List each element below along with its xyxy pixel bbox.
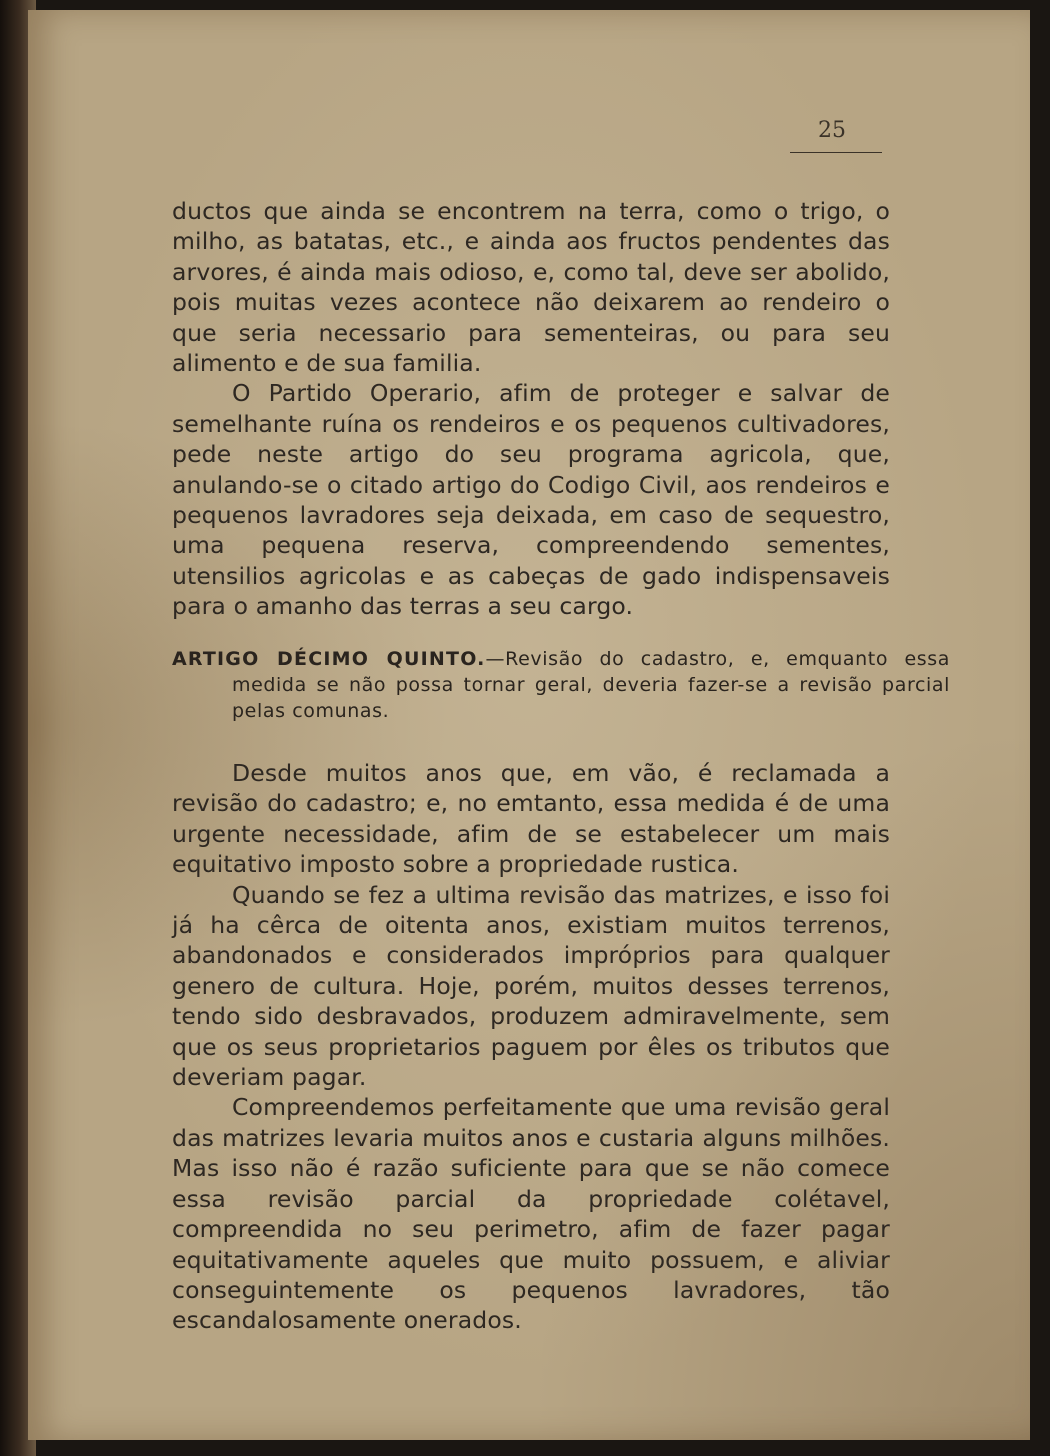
paragraph-partido-operario: O Partido Operario, afim de proteger e salvar de semelhante ruína os rendeiros e os pequenos cultivadores, pede neste artigo do seu programa agricola, que, anulando-se o citado artigo do Codigo Civil, aos rendeiros e pequenos lavradores seja deixada, em caso de sequestro, uma pequena reserva, compreendendo sementes, utensilios agricolas e as cabeças de gado indispensaveis para o amanho das terras a seu cargo. — [172, 379, 890, 621]
paragraph-continuation: ductos que ainda se encontrem na terra, como o trigo, o milho, as batatas, etc., e ainda aos fructos pendentes das arvores, é ainda mais odioso, e, como tal, deve ser abolido, pois muitas vezes acontece não deixarem ao rendeiro o que seria necessario para sementeiras, ou para seu alimento e de sua familia. — [172, 197, 890, 378]
text-section-bottom — [172, 758, 890, 1336]
paragraph-compreendemos: Compreendemos perfeitamente que uma revisão geral das matrizes levaria muitos anos e custaria alguns milhões. Mas isso não é razão suficiente para que se não comece essa revisão parcial da propriedade colétavel, compreendida no seu perimetro, afim de fazer pagar equitativamente aqueles que muito possuem, e aliviar conseguintemente os pequenos lavradores, tão escandalosamente onerados. — [172, 1093, 890, 1335]
artigo-heading: ARTIGO DÉCIMO QUINTO. — [172, 648, 486, 670]
paragraph-cadastro: Desde muitos anos que, em vão, é reclamada a revisão do cadastro; e, no emtanto, essa medida é de uma urgente necessidade, afim de se estabelecer um mais equitativo imposto sobre a propriedade rustica. — [172, 759, 890, 879]
page-number: 25 — [818, 118, 846, 143]
text-section-top — [172, 196, 890, 622]
paragraph-matrizes: Quando se fez a ultima revisão das matrizes, e isso foi já ha cêrca de oitenta anos, existiam muitos terrenos, abandonados e considerados impróprios para qualquer genero de cultura. Hoje, porém, muitos desses terrenos, tendo sido desbravados, produzem admiravelmente, sem que os seus proprietarios paguem por êles os tributos que deveriam pagar. — [172, 880, 890, 1092]
artigo-text: —Revisão do cadastro, e, emquanto essa medida se não possa tornar geral, deveria fazer-se a revisão parcial pelas comunas. — [232, 648, 950, 722]
header-rule — [790, 152, 882, 153]
artigo-decimo-quinto — [172, 646, 950, 724]
